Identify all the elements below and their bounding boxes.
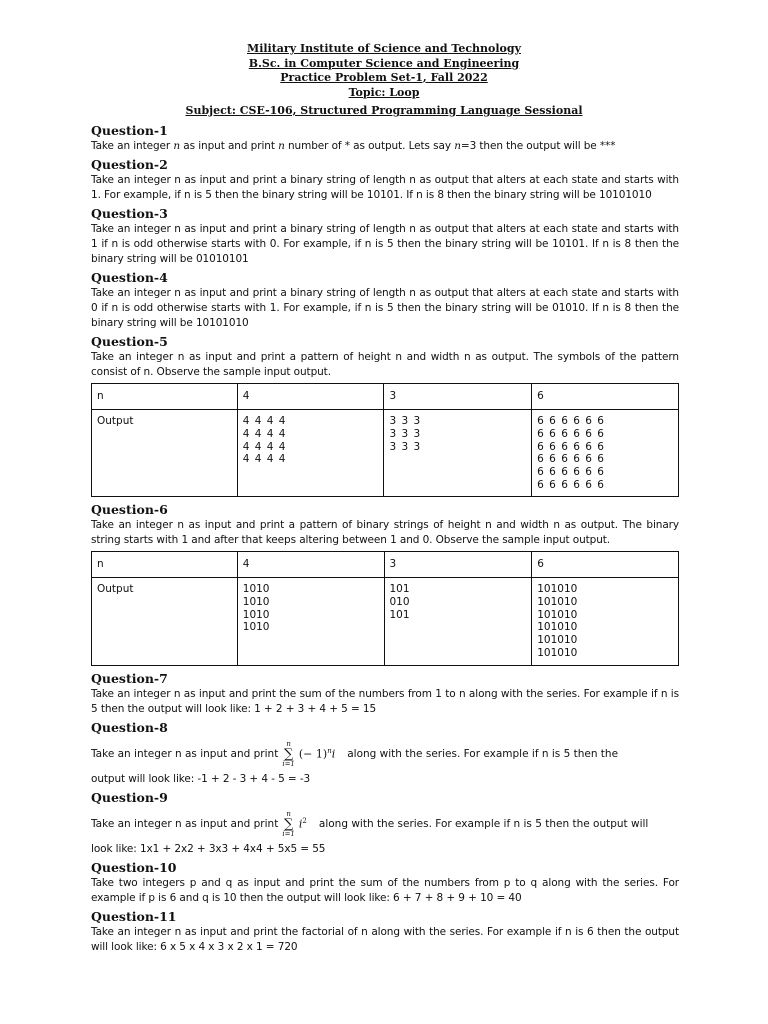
topic-line: Topic: Loop [348,85,420,99]
table-cell: 6 6 6 6 6 6 6 6 6 6 6 6 6 6 6 6 6 6 6 6 6 6 6 6 6 6 6 6 6 6 6 6 6 6 6 6 [532,410,679,497]
question-3-title: Question-3 [91,206,168,221]
questions-list [91,120,679,955]
table-cell: 3 [384,384,532,410]
table-cell: 3 3 3 3 3 3 3 3 3 [384,410,532,497]
question-8-expression: (− 1)$^n$i [298,747,336,761]
table-cell: 101010 101010 101010 101010 101010 101010 [532,578,679,666]
question-8-title: Question-8 [91,720,168,735]
question-4-title: Question-4 [91,270,168,285]
table-cell: 6 [532,384,679,410]
question-1-text: Take an integer n as input and print n number of * as output. Lets say n=3 then the output will be *** [91,140,616,152]
table-row [92,552,679,578]
table-cell: 3 [384,552,532,578]
question-6-text: Take an integer n as input and print a pattern of binary strings of height n and width n as output. The binary string starts with 1 and after that keeps altering between 1 and 0. Observe the sample input output. [91,519,679,546]
question-9-expression: $i^2$ [298,817,307,831]
question-9-text-pre: Take an integer n as input and print [91,818,279,830]
institute-name: Military Institute of Science and Technology [247,42,521,55]
question-1-title: Question-1 [91,123,168,138]
question-5-text: Take an integer n as input and print a pattern of height n and width n as output. The symbols of the pattern consist of n. Observe the sample input output. [91,351,679,378]
question-11-text: Take an integer n as input and print the factorial of n along with the series. For example if n is 6 then the output will look like: 6 x 5 x 4 x 3 x 2 x 1 = 720 [91,926,679,953]
question-3-text: Take an integer n as input and print a binary string of length n as output that alters at each state and starts with 1 if n is odd otherwise starts with 0. For example, if n is 5 then the binary string will be 10101. If n is 8 then the binary string will be 01010101 [91,223,679,265]
subject-line: Subject: CSE-106, Structured Programming Language Sessional [185,104,583,117]
question-8-text-post: along with the series. For example if n is 5 then the [347,748,619,760]
question-4-text: Take an integer n as input and print a binary string of length n as output that alters at each state and starts with 0 if n is odd otherwise starts with 1. For example, if n is 5 then the binary string will be 01010. If n is 8 then the binary string will be 10101010 [91,287,679,329]
question-6-sample-table [91,551,679,666]
table-cell: 4 [237,384,384,410]
table-cell: n [92,552,238,578]
document-header [0,42,768,119]
question-9-text: look like: 1x1 + 2x2 + 3x3 + 4x4 + 5x5 = 55 [91,843,326,855]
question-7-title: Question-7 [91,671,168,686]
table-row [92,578,679,666]
table-cell: Output [92,578,238,666]
question-9-title: Question-9 [91,790,168,805]
question-2-title: Question-2 [91,157,168,172]
table-cell: n [92,384,238,410]
question-6-title: Question-6 [91,502,168,517]
table-row [92,384,679,410]
question-8-text-pre: Take an integer n as input and print [91,748,279,760]
table-cell: 6 [532,552,679,578]
question-9-text-post: along with the series. For example if n is 5 then the output will [318,818,649,830]
question-7-text: Take an integer n as input and print the sum of the numbers from 1 to n along with the series. For example if n is 5 then the output will look like: 1 + 2 + 3 + 4 + 5 = 15 [91,688,679,715]
problem-set-title: Practice Problem Set-1, Fall 2022 [280,71,488,84]
question-11-title: Question-11 [91,909,177,924]
program-name: B.Sc. in Computer Science and Engineering [248,56,520,70]
table-row [92,410,679,497]
question-10-title: Question-10 [91,860,177,875]
table-cell: 4 [237,552,384,578]
table-cell: 101 010 101 [384,578,532,666]
table-cell: Output [92,410,238,497]
table-cell: 1010 1010 1010 1010 [237,578,384,666]
summation-icon: n ∑ i=1 [282,739,295,768]
question-5-title: Question-5 [91,334,168,349]
question-8-text: output will look like: -1 + 2 - 3 + 4 - 5 = -3 [91,773,311,785]
summation-icon: n ∑ i=1 [282,809,295,838]
question-10-text: Take two integers p and q as input and print the sum of the numbers from p to q along with the series. For example if p is 6 and q is 10 then the output will look like: 6 + 7 + 8 + 9 + 10 = 40 [91,877,679,904]
question-9-formula-line [91,806,679,842]
table-cell: 4 4 4 4 4 4 4 4 4 4 4 4 4 4 4 4 [237,410,384,497]
question-8-formula-line [91,736,679,772]
question-5-sample-table [91,383,679,497]
question-2-text: Take an integer n as input and print a binary string of length n as output that alters at each state and starts with 1. For example, if n is 5 then the binary string will be 10101. If n is 8 then the binary string will be 10101010 [91,174,679,201]
